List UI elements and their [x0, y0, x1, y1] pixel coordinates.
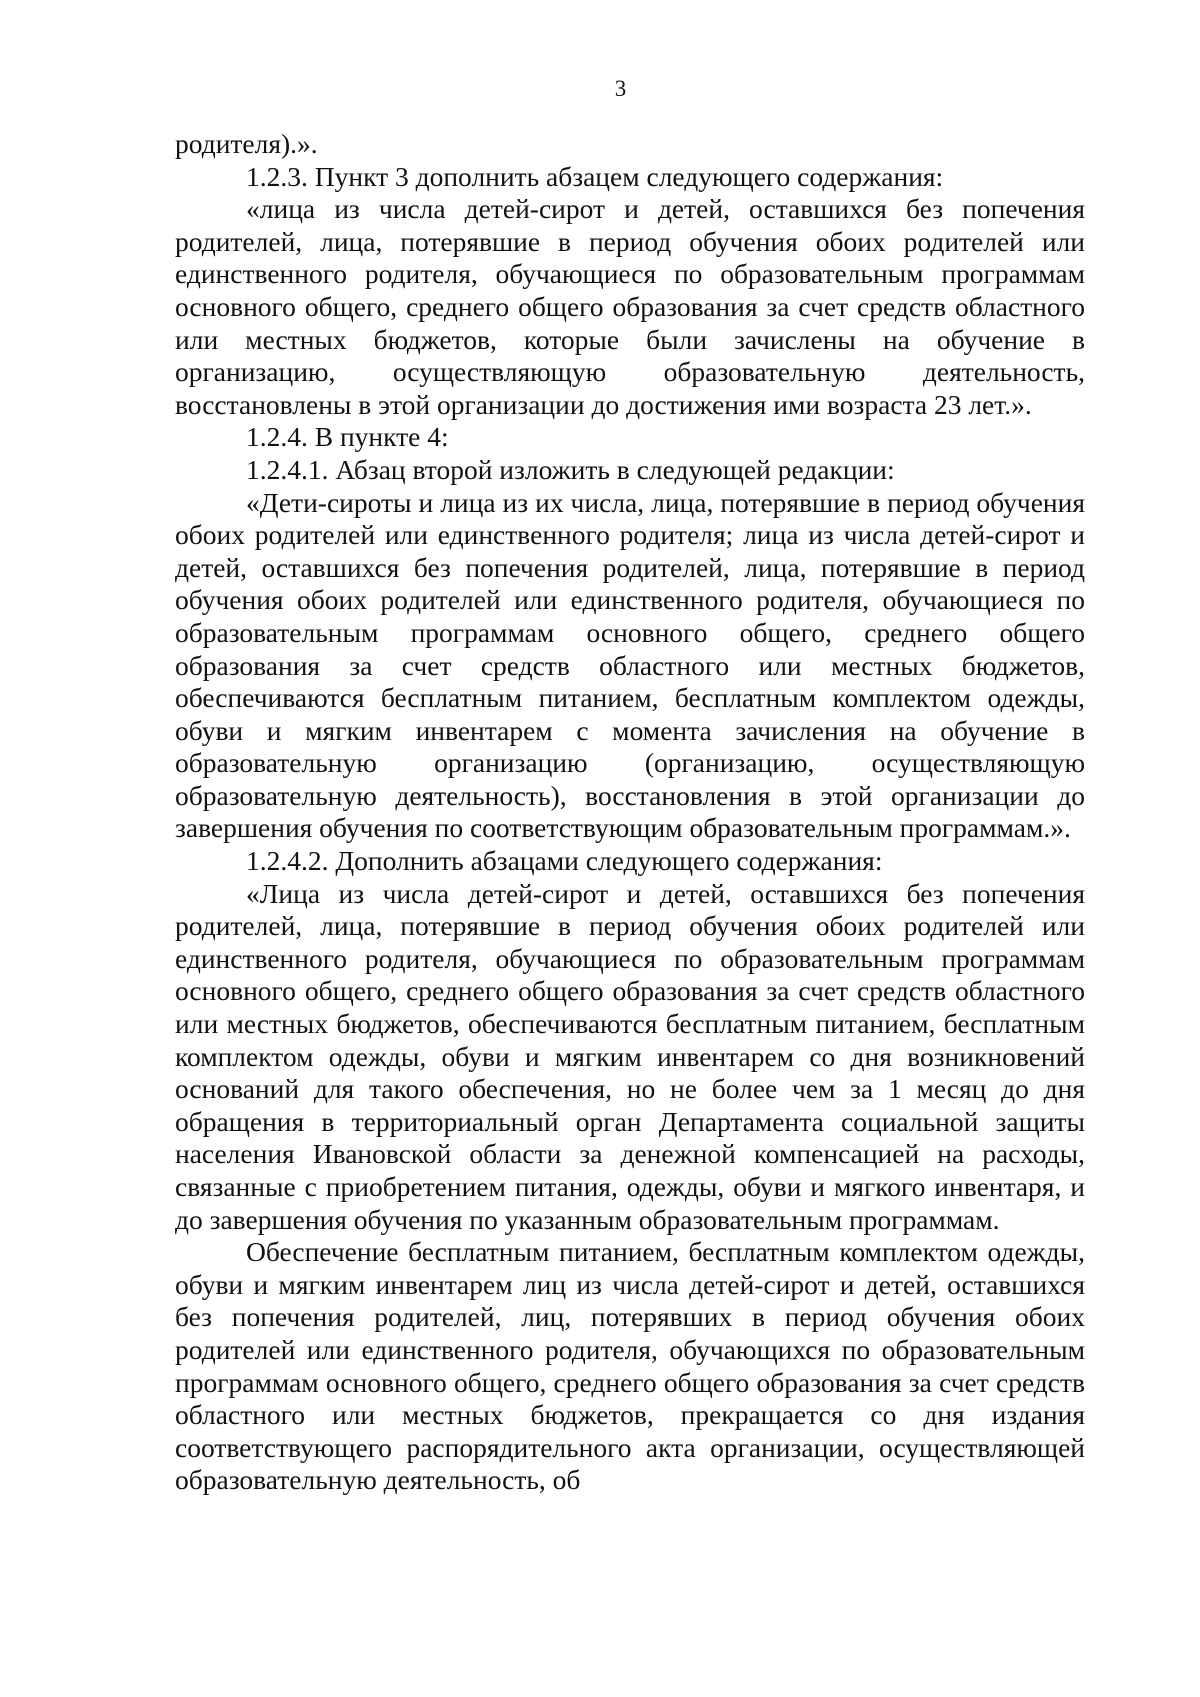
paragraph: родителя).». [175, 128, 318, 159]
page-number: 3 [614, 76, 627, 101]
paragraph: 1.2.4.1. Абзац второй изложить в следующей редакции: [246, 453, 895, 485]
paragraph: «лица из числа детей-сирот и детей, оставшихся без попечения родителей, лица, потерявшие в период обучения обоих родителей или единственного родителя, обучающиеся по образовательным программам основного общего, среднего общего образования за счет средств областного или местных бюджетов, которые были зачислены на обучение в организацию, осуществляющую образовательную деятельность, восстановлены в этой организации до достижения ими возраста 23 лет.». [175, 193, 1085, 420]
paragraph: «Лица из числа детей-сирот и детей, оставшихся без попечения родителей, лица, потерявшие в период обучения обоих родителей или единственного родителя, обучающиеся по образовательным программам основного общего, среднего общего образования за счет средств областного или местных бюджетов, обеспечиваются бесплатным питанием, бесплатным комплектом одежды, обуви и мягким инвентарем со дня возникновений оснований для такого обеспечения, но не более чем за 1 месяц до дня обращения в территориальный орган Департамента социальной защиты населения Ивановской области за денежной компенсацией на расходы, связанные с приобретением питания, одежды, обуви и мягкого инвентаря, и до завершения обучения по указанным образовательным программам. [175, 877, 1085, 1235]
paragraph: 1.2.3. Пункт 3 дополнить абзацем следующего содержания: [246, 160, 944, 192]
paragraph: 1.2.4.2. Дополнить абзацами следующего содержания: [246, 845, 883, 877]
paragraph: «Дети-сироты и лица из их числа, лица, потерявшие в период обучения обоих родителей или единственного родителя; лица из числа детей-сирот и детей, оставшихся без попечения родителей, лица, потерявшие в период обучения обоих родителей или единственного родителя, обучающиеся по образовательным программам основного общего, среднего общего образования за счет средств областного или местных бюджетов, обеспечиваются бесплатным питанием, бесплатным комплектом одежды, обуви и мягким инвентарем с момента зачисления на обучение в образовательную организацию (организацию, осуществляющую образовательную деятельность), восстановления в этой организации до завершения обучения по соответствующим образовательным программам.». [175, 486, 1085, 844]
paragraph: 1.2.4. В пункте 4: [246, 421, 449, 453]
paragraph: Обеспечение бесплатным питанием, бесплатным комплектом одежды, обуви и мягким инвентарем лиц из числа детей-сирот и детей, оставшихся без попечения родителей, лиц, потерявших в период обучения обоих родителей или единственного родителя, обучающихся по образовательным программам основного общего, среднего общего образования за счет средств областного или местных бюджетов, прекращается со дня издания соответствующего распорядительного акта организации, осуществляющей образовательную деятельность, об [175, 1236, 1085, 1496]
document-body [175, 128, 1085, 1497]
